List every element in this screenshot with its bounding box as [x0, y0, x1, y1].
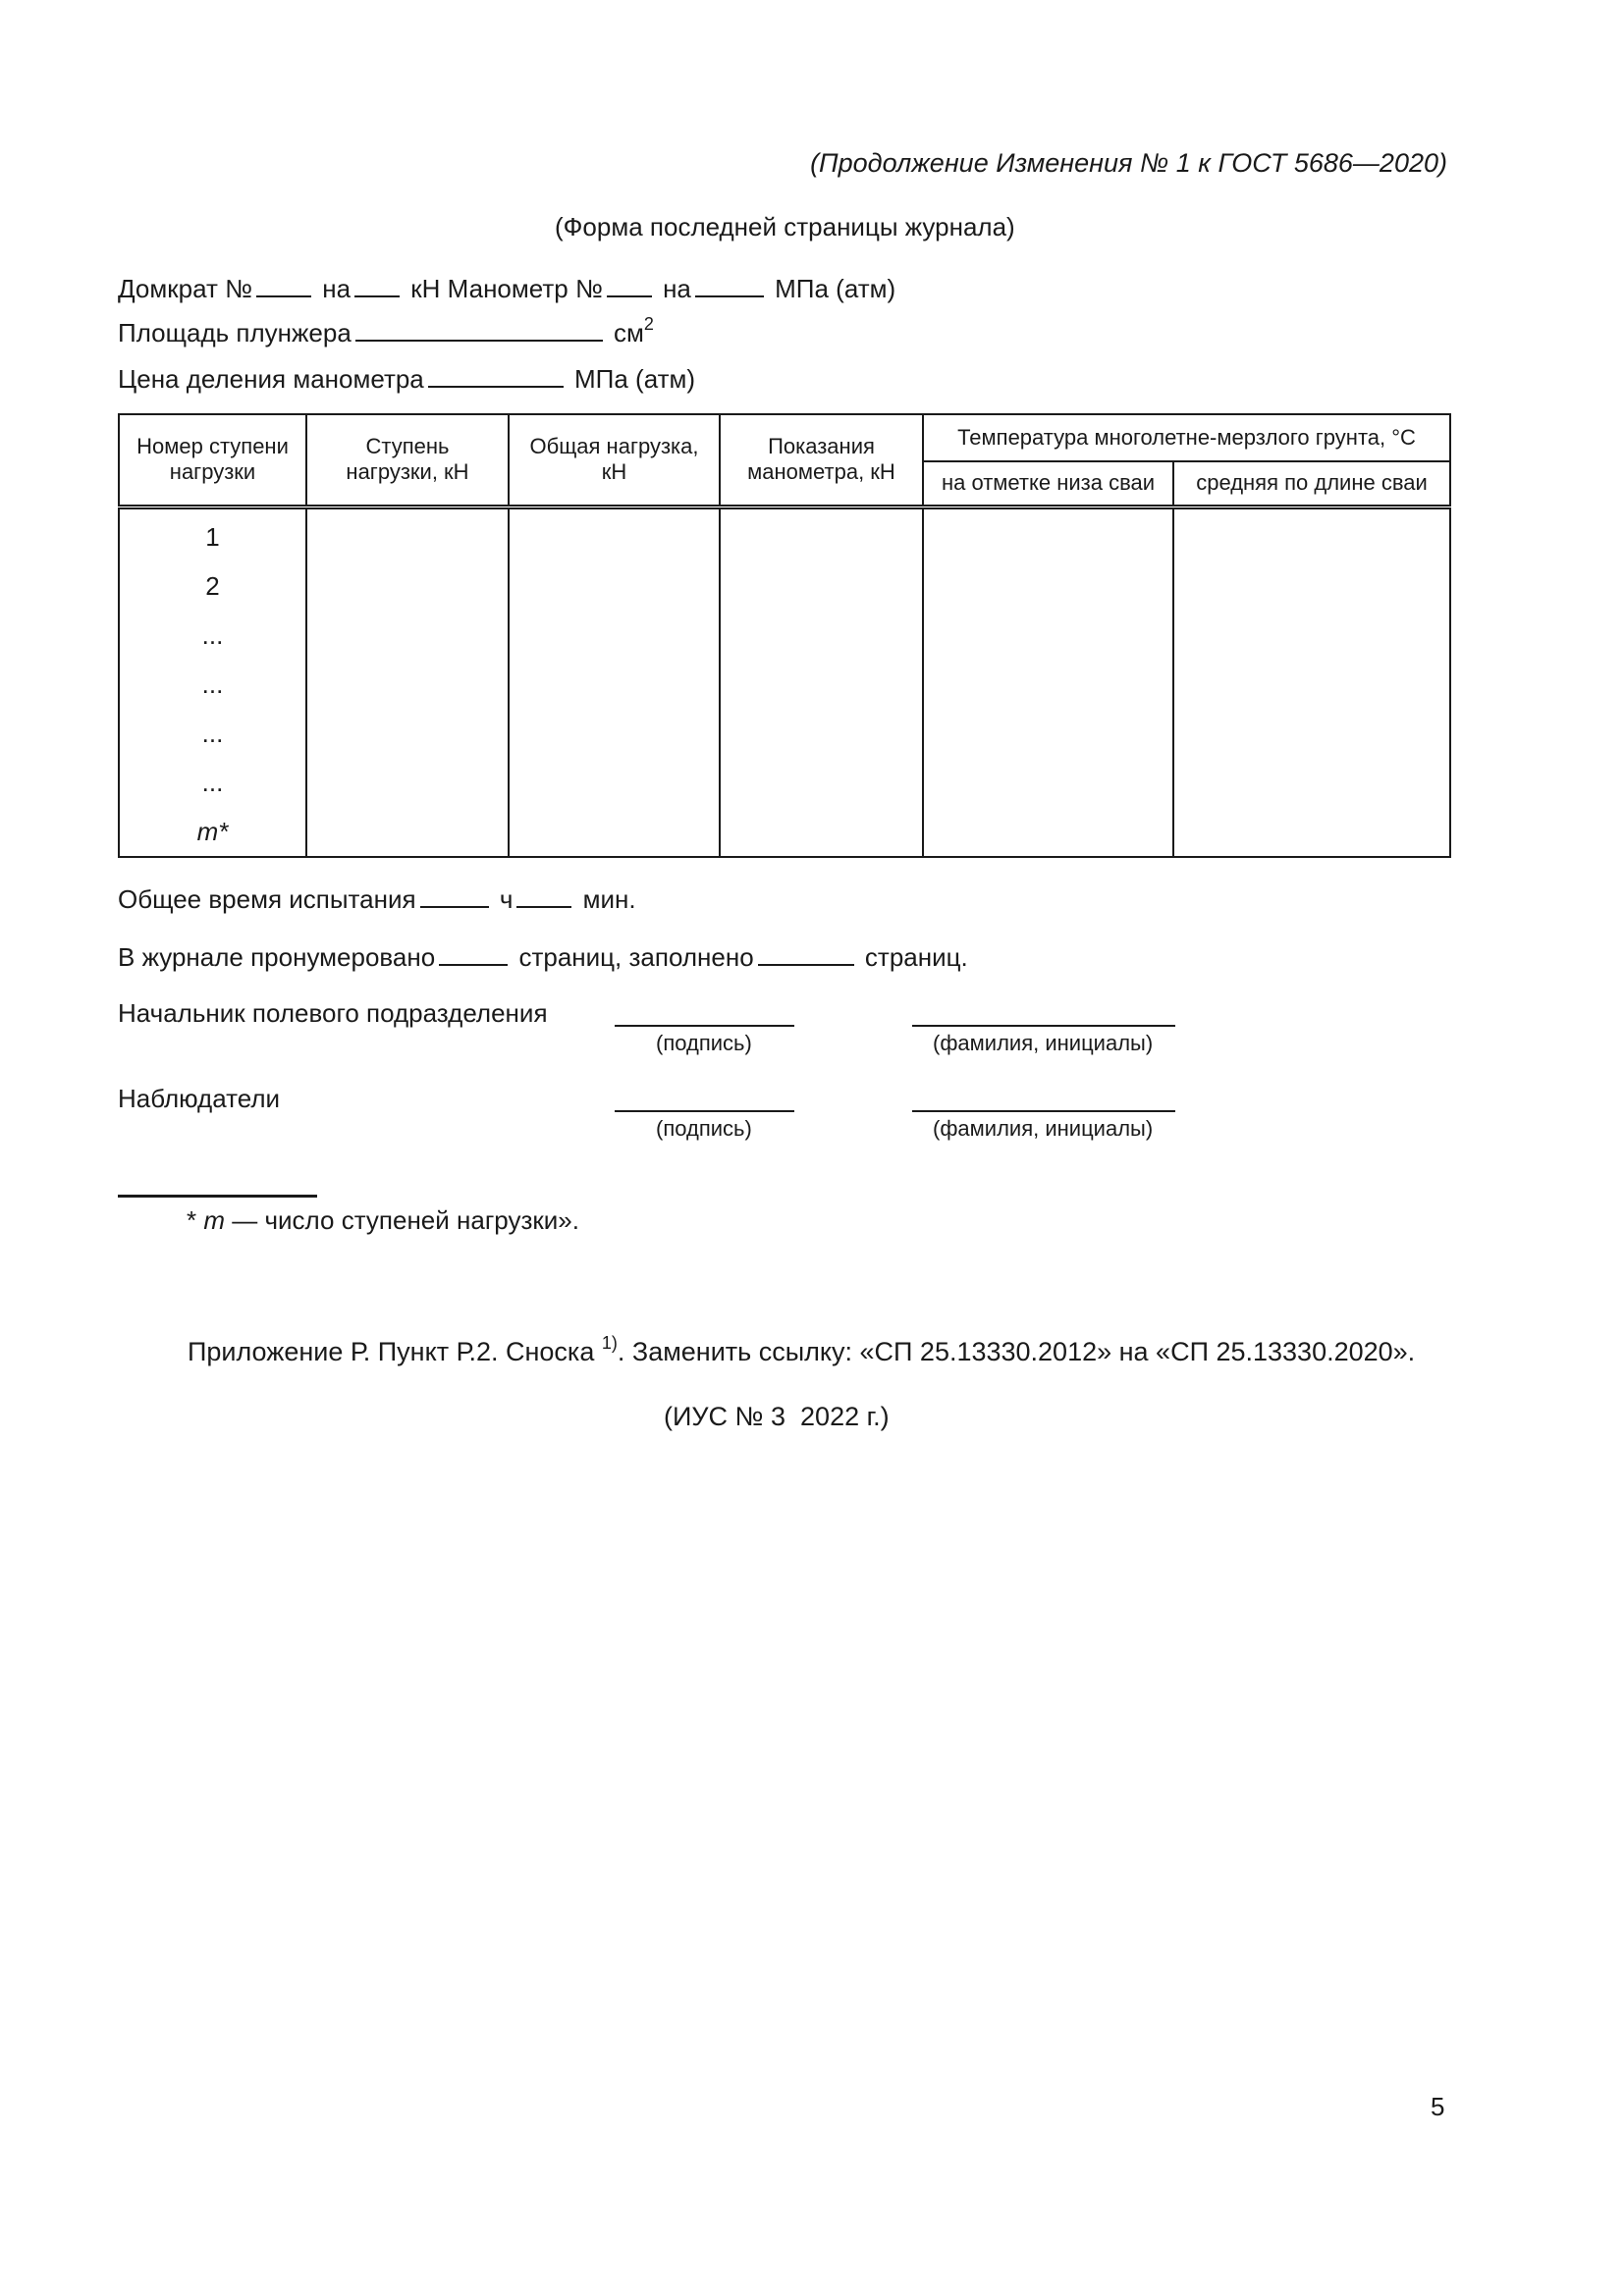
plunger-area-blank [355, 316, 603, 342]
total-load-cells [509, 507, 720, 857]
footnote [187, 1205, 579, 1236]
total-time-line [118, 882, 636, 915]
footnote-text: — число ступеней нагрузки». [232, 1205, 579, 1235]
plunger-label: Площадь плунжера [118, 318, 352, 347]
jack-line [118, 272, 895, 304]
footnote-rule [118, 1195, 317, 1198]
division-line [118, 362, 695, 395]
signature-caption-observers: (подпись) [656, 1116, 752, 1141]
name-line-observers [912, 1110, 1175, 1112]
total-time-label: Общее время испытания [118, 884, 416, 914]
journal-pages-label: В журнале пронумеровано [118, 942, 436, 972]
temp-avg-cells [1173, 507, 1450, 857]
journal-table [118, 413, 1451, 858]
header-stage-number: Номер ступени нагрузки [119, 414, 306, 507]
jack-number-blank [256, 272, 311, 297]
signature-line-head [615, 1025, 794, 1027]
hours-blank [420, 882, 489, 908]
row-label: m* [196, 816, 229, 846]
name-caption-head: (фамилия, инициалы) [933, 1031, 1154, 1055]
stage-load-cells [306, 507, 509, 857]
mpa-atm-label-2: МПа (атм) [574, 364, 696, 394]
name-line-head [912, 1025, 1175, 1027]
on-label-2: на [663, 274, 691, 303]
signature-role-head: Начальник полевого подразделения [118, 998, 548, 1028]
header-total-load: Общая нагрузка, кН [509, 414, 720, 507]
manometer-range-blank [695, 272, 764, 297]
header-stage-load: Ступень нагрузки, кН [306, 414, 509, 507]
hours-label: ч [499, 884, 514, 914]
form-title: (Форма последней страницы журнала) [555, 212, 1015, 241]
appendix-text-b: . Заменить ссылку: «СП 25.13330.2012» на «СП 25.13330.2020». [617, 1337, 1416, 1366]
footnote-star: * [187, 1205, 197, 1235]
header-temp-bottom: на отметке низа сваи [923, 461, 1173, 507]
pages-filled-label: страниц, заполнено [518, 942, 754, 972]
stage-number-column [119, 507, 306, 857]
cm-label: см [614, 318, 644, 347]
page-number: 5 [1431, 2092, 1445, 2121]
pages-numbered-blank [439, 940, 508, 966]
header-temp-avg: средняя по длине сваи [1173, 461, 1450, 507]
manometer-cells [720, 507, 923, 857]
continuation-header: (Продолжение Изменения № 1 к ГОСТ 5686—2020) [810, 148, 1447, 178]
row-label: ... [201, 619, 224, 650]
row-label: 2 [205, 570, 220, 601]
manometer-number-blank [607, 272, 652, 297]
row-label: ... [201, 668, 224, 699]
name-caption-observers: (фамилия, инициалы) [933, 1116, 1154, 1141]
on-label-1: на [322, 274, 352, 303]
appendix-text-a: Приложение Р. Пункт Р.2. Сноска [188, 1337, 595, 1366]
row-label: 1 [205, 521, 220, 552]
plunger-line [118, 316, 654, 348]
signature-role-observers: Наблюдатели [118, 1084, 281, 1113]
signature-line-observers [615, 1110, 794, 1112]
footnote-m: m [203, 1205, 226, 1235]
signature-caption-head: (подпись) [656, 1031, 752, 1055]
appendix-change [188, 1333, 1416, 1367]
journal-pages-line [118, 940, 968, 973]
division-label: Цена деления манометра [118, 364, 424, 394]
temp-bottom-cells [923, 507, 1173, 857]
minutes-blank [516, 882, 571, 908]
footnote-ref: 1) [601, 1333, 618, 1353]
minutes-label: мин. [582, 884, 636, 914]
header-temperature: Температура многолетне-мерзлого грунта, °С [923, 414, 1450, 461]
header-manometer: Показания манометра, кН [720, 414, 923, 507]
kn-manometer-label: кН Манометр № [410, 274, 603, 303]
jack-capacity-blank [354, 272, 400, 297]
jack-label: Домкрат № [118, 274, 252, 303]
pages-end-label: страниц. [864, 942, 968, 972]
ius-reference: (ИУС № 3 2022 г.) [664, 1402, 890, 1431]
division-blank [428, 362, 564, 388]
mpa-atm-label-1: МПа (атм) [775, 274, 896, 303]
cm-exponent: 2 [643, 314, 654, 335]
row-label: ... [201, 767, 224, 797]
row-label: ... [201, 718, 224, 748]
pages-filled-blank [758, 940, 854, 966]
